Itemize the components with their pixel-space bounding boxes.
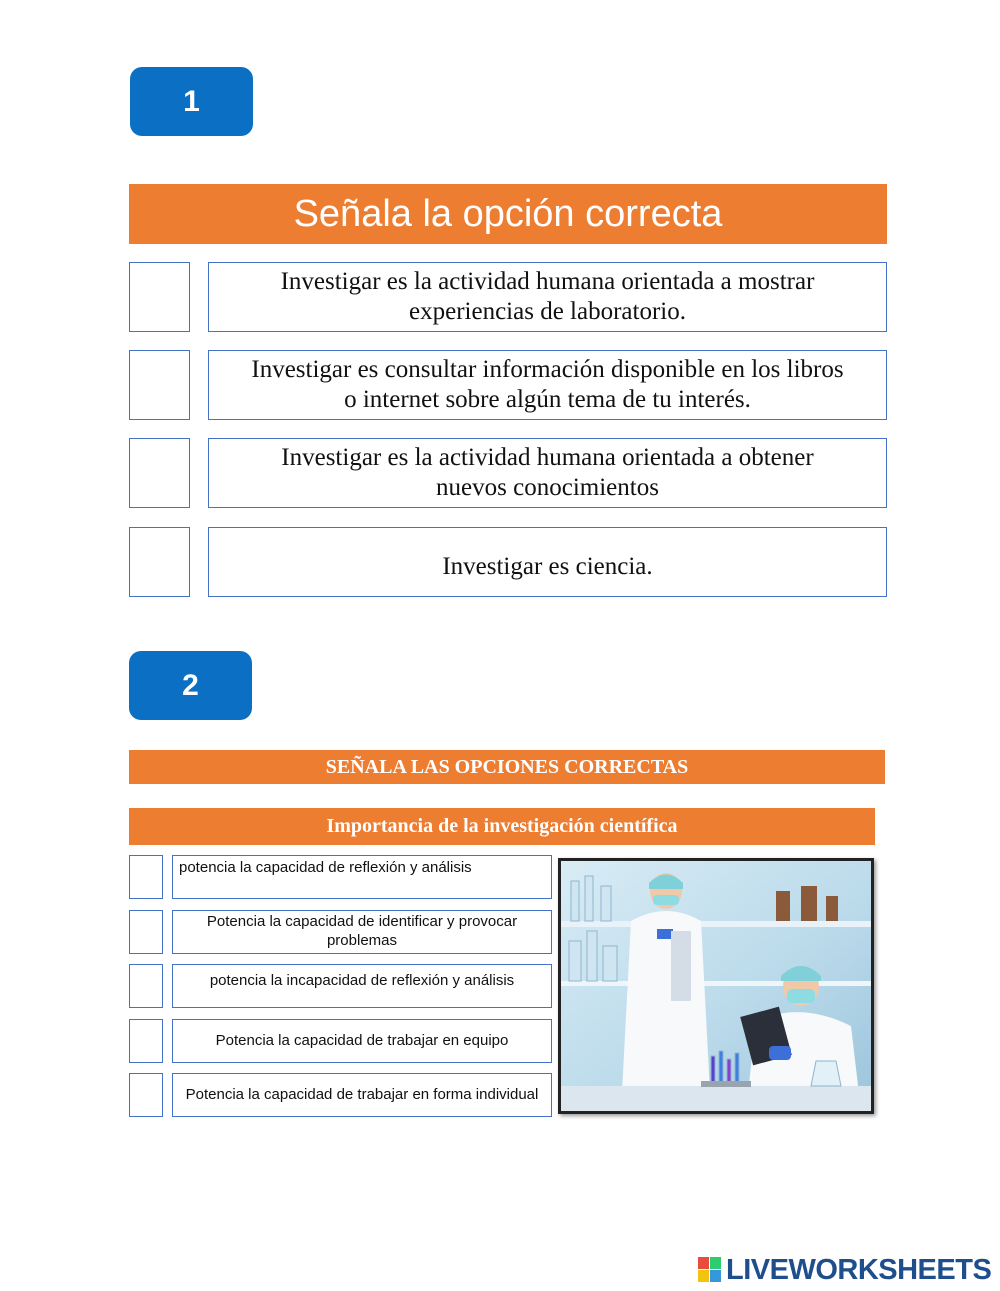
option-1-4 — [208, 527, 887, 597]
option-1-3 — [208, 438, 887, 508]
option-text: Investigar es consultar información disponible en los libros — [251, 355, 844, 383]
option-text: o internet sobre algún tema de tu interés. — [344, 386, 751, 413]
question-number-badge-2: 2 — [129, 651, 252, 720]
laboratory-photo — [558, 858, 874, 1114]
answer-checkbox-1-3[interactable] — [129, 438, 190, 508]
section2-subbanner: Importancia de la investigación científica — [129, 808, 875, 845]
answer-checkbox-2-5[interactable] — [129, 1073, 163, 1117]
option-text: experiencias de laboratorio. — [409, 298, 686, 325]
logo-icon — [698, 1257, 722, 1283]
answer-checkbox-2-1[interactable] — [129, 855, 163, 899]
option-2-2: Potencia la capacidad de identificar y provocar problemas — [172, 910, 552, 954]
section2-banner: SEÑALA LAS OPCIONES CORRECTAS — [129, 750, 885, 784]
option-2-1: potencia la capacidad de reflexión y análisis — [172, 855, 552, 899]
option-text: Investigar es la actividad humana orientada a mostrar — [280, 267, 815, 295]
section1-banner: Señala la opción correcta — [129, 184, 887, 244]
logo-text: LIVEWORKSHEETS — [726, 1253, 992, 1286]
answer-checkbox-1-4[interactable] — [129, 527, 190, 597]
answer-checkbox-2-2[interactable] — [129, 910, 163, 954]
option-1-1 — [208, 262, 887, 332]
option-1-2 — [208, 350, 887, 420]
answer-checkbox-2-3[interactable] — [129, 964, 163, 1008]
answer-checkbox-1-2[interactable] — [129, 350, 190, 420]
option-text: Investigar es ciencia. — [442, 552, 653, 580]
option-2-4: Potencia la capacidad de trabajar en equipo — [172, 1019, 552, 1063]
liveworksheets-logo — [698, 1255, 991, 1285]
question-number-badge-1: 1 — [130, 67, 253, 136]
option-2-3: potencia la incapacidad de reflexión y análisis — [172, 964, 552, 1008]
answer-checkbox-2-4[interactable] — [129, 1019, 163, 1063]
option-2-5: Potencia la capacidad de trabajar en forma individual — [172, 1073, 552, 1117]
option-text: Investigar es la actividad humana orientada a obtener — [281, 443, 814, 471]
answer-checkbox-1-1[interactable] — [129, 262, 190, 332]
option-text: nuevos conocimientos — [436, 474, 659, 501]
